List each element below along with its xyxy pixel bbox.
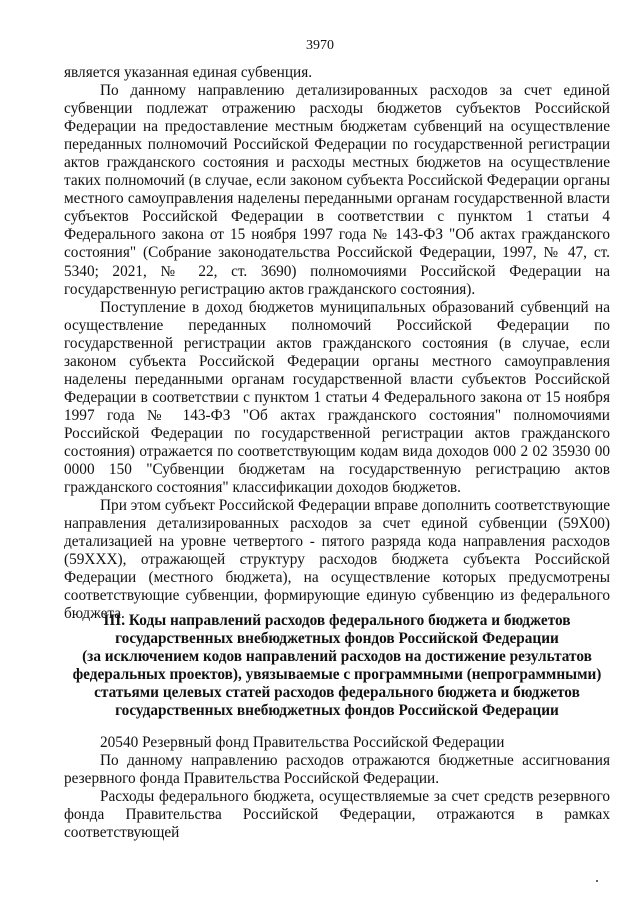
expense-code-title: 20540 Резервный фонд Правительства Российской Федерации	[100, 734, 505, 751]
heading-line: государственных внебюджетных фондов Российской Федерации	[115, 702, 559, 720]
paragraph-reserve-fund: По данному направлению расходов отражаются бюджетные ассигнования резервного фонда Правительства Российской Федерации.	[64, 752, 610, 788]
heading-line: федеральных проектов), увязываемые с программными (непрограммными)	[72, 666, 602, 684]
paragraph-income-receipt: Поступление в доход бюджетов муниципальных образований субвенций на осуществление переданных полномочий Российской Федерации по государственной регистрации актов гражданского состояния (в случае, если законом субъекта Российской Федерации органы местного самоуправления наделены переданными органам государственной власти субъектов Российской Федерации в соответствии с пунктом 1 статьи 4 Федерального закона от 15 ноября 1997 года № 143-ФЗ "Об актах гражданского состояния" полномочиями Российской Федерации по государственной регистрации актов гражданского состояния) отражается по соответствующим кодам вида доходов 000 2 02 35930 00 0000 150 "Субвенции бюджетам на государственную регистрацию актов гражданского состояния" классификации доходов бюджетов.	[64, 298, 610, 497]
page-number: 3970	[306, 38, 334, 53]
heading-line: (за исключением кодов направлений расходов на достижение результатов	[82, 648, 592, 666]
paragraph-reserve-fund-expenses: Расходы федерального бюджета, осуществляемые за счет средств резервного фонда Правительства Российской Федерации, отражаются в рамках соответствующей	[64, 788, 610, 842]
section-heading	[64, 612, 610, 721]
paragraph-continuation: является указанная единая субвенция.	[64, 64, 313, 81]
heading-line: государственных внебюджетных фондов Российской Федерации	[115, 630, 559, 648]
section-body	[64, 734, 610, 843]
scan-speck	[596, 880, 598, 882]
paragraph-subvention-expenses: По данному направлению детализированных расходов за счет единой субвенции подлежат отражению расходы бюджетов субъектов Российской Федерации на предоставление местным бюджетам субвенций на осуществление переданных полномочий Российской Федерации по государственной регистрации актов гражданского состояния и расходы местных бюджетов на осуществление таких полномочий (в случае, если законом субъекта Российской Федерации органы местного самоуправления наделены переданными органам государственной власти субъектов Российской Федерации в соответствии с пунктом 1 статьи 4 Федерального закона от 15 ноября 1997 года № 143-ФЗ "Об актах гражданского состояния" (Собрание законодательства Российской Федерации, 1997, № 47, ст. 5340; 2021, № 22, ст. 3690) полномочиями Российской Федерации на государственную регистрацию актов гражданского состояния).	[64, 82, 610, 298]
heading-line: статьями целевых статей расходов федерального бюджета и бюджетов	[94, 684, 580, 702]
paragraph-subject-detailing: При этом субъект Российской Федерации вправе дополнить соответствующие направления детализированных расходов за счет единой субвенции (59Х00) детализацией на уровне четвертого - пятого разряда кода направления расходов (59ХХХ), отражающей структуру расходов бюджета субъекта Российской Федерации (местного бюджета), на осуществление которых предусмотрены соответствующие субвенции, формирующие единую субвенцию из федерального бюджета.	[64, 497, 610, 623]
body-text	[64, 64, 610, 623]
heading-line: III. Коды направлений расходов федерального бюджета и бюджетов	[103, 612, 571, 629]
